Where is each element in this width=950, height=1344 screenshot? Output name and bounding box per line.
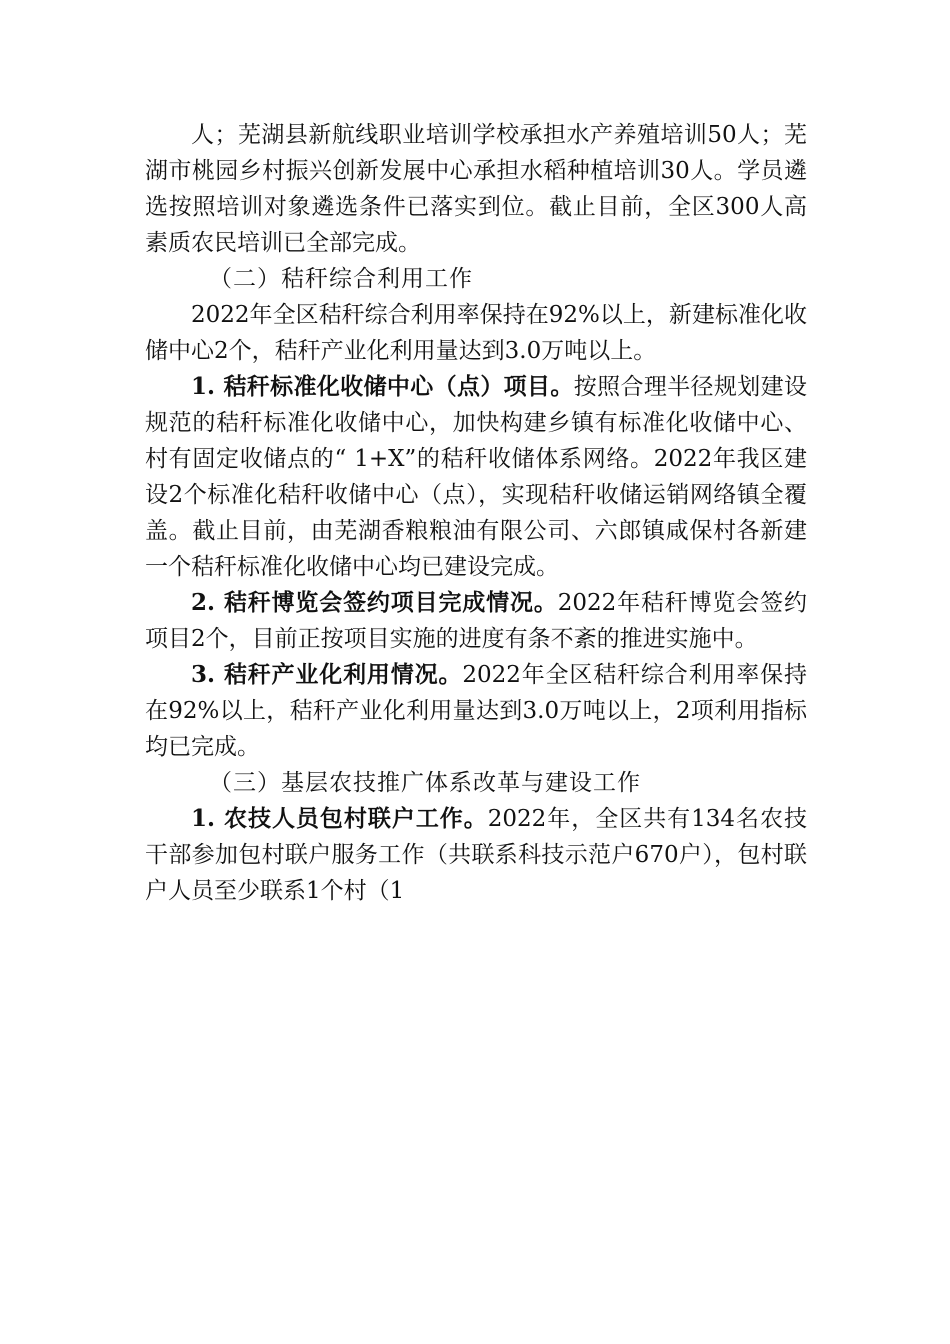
section-heading-text: （三）基层农技推广体系改革与建设工作: [209, 770, 641, 796]
item-body: 按照合理半径规划建设规范的秸秆标准化收储中心，加快构建乡镇有标准化收储中心、村有固定收储点的“ 1+X”的秸秆收储体系网络。2022年我区建设2个标准化秸秆收储中心（点），实现秸秆收储运销网络镇全覆盖。截止目前，由芜湖香粮粮油有限公司、六郎镇咸保村各新建一个秸秆标准化收储中心均已建设完成。: [145, 374, 807, 580]
list-item-expo-projects: [145, 585, 807, 657]
item-title: 2. 秸秆博览会签约项目完成情况。: [191, 589, 558, 616]
list-item-industrial-use: [145, 657, 807, 765]
item-body: 2022年全区秸秆综合利用率保持在92%以上，秸秆产业化利用量达到3.0万吨以上，2项利用指标均已完成。: [145, 662, 807, 760]
document-body: [145, 117, 807, 909]
paragraph-straw-overview: [145, 297, 807, 369]
item-body: 2022年，全区共有134名农技干部参加包村联户服务工作（共联系科技示范户670户），包村联户人员至少联系1个村（1: [145, 806, 807, 904]
paragraph-training-summary: [145, 117, 807, 261]
section-heading-straw-utilization: [145, 261, 807, 297]
item-title: 1. 农技人员包村联户工作。: [191, 805, 488, 832]
paragraph-text: 人；芜湖县新航线职业培训学校承担水产养殖培训50人；芜湖市桃园乡村振兴创新发展中心承担水稻种植培训30人。学员遴选按照培训对象遴选条件已落实到位。截止目前，全区300人高素质农民培训已全部完成。: [145, 122, 807, 256]
section-heading-text: （二）秸秆综合利用工作: [209, 266, 473, 292]
section-heading-agri-extension: [145, 765, 807, 801]
item-title: 3. 秸秆产业化利用情况。: [191, 661, 463, 688]
list-item-storage-center: [145, 369, 807, 585]
list-item-village-contact: [145, 801, 807, 909]
item-body: 2022年秸秆博览会签约项目2个，目前正按项目实施的进度有条不紊的推进实施中。: [145, 590, 807, 652]
item-title: 1. 秸秆标准化收储中心（点）项目。: [191, 373, 574, 400]
paragraph-text: 2022年全区秸秆综合利用率保持在92%以上，新建标准化收储中心2个，秸秆产业化利用量达到3.0万吨以上。: [145, 302, 807, 364]
